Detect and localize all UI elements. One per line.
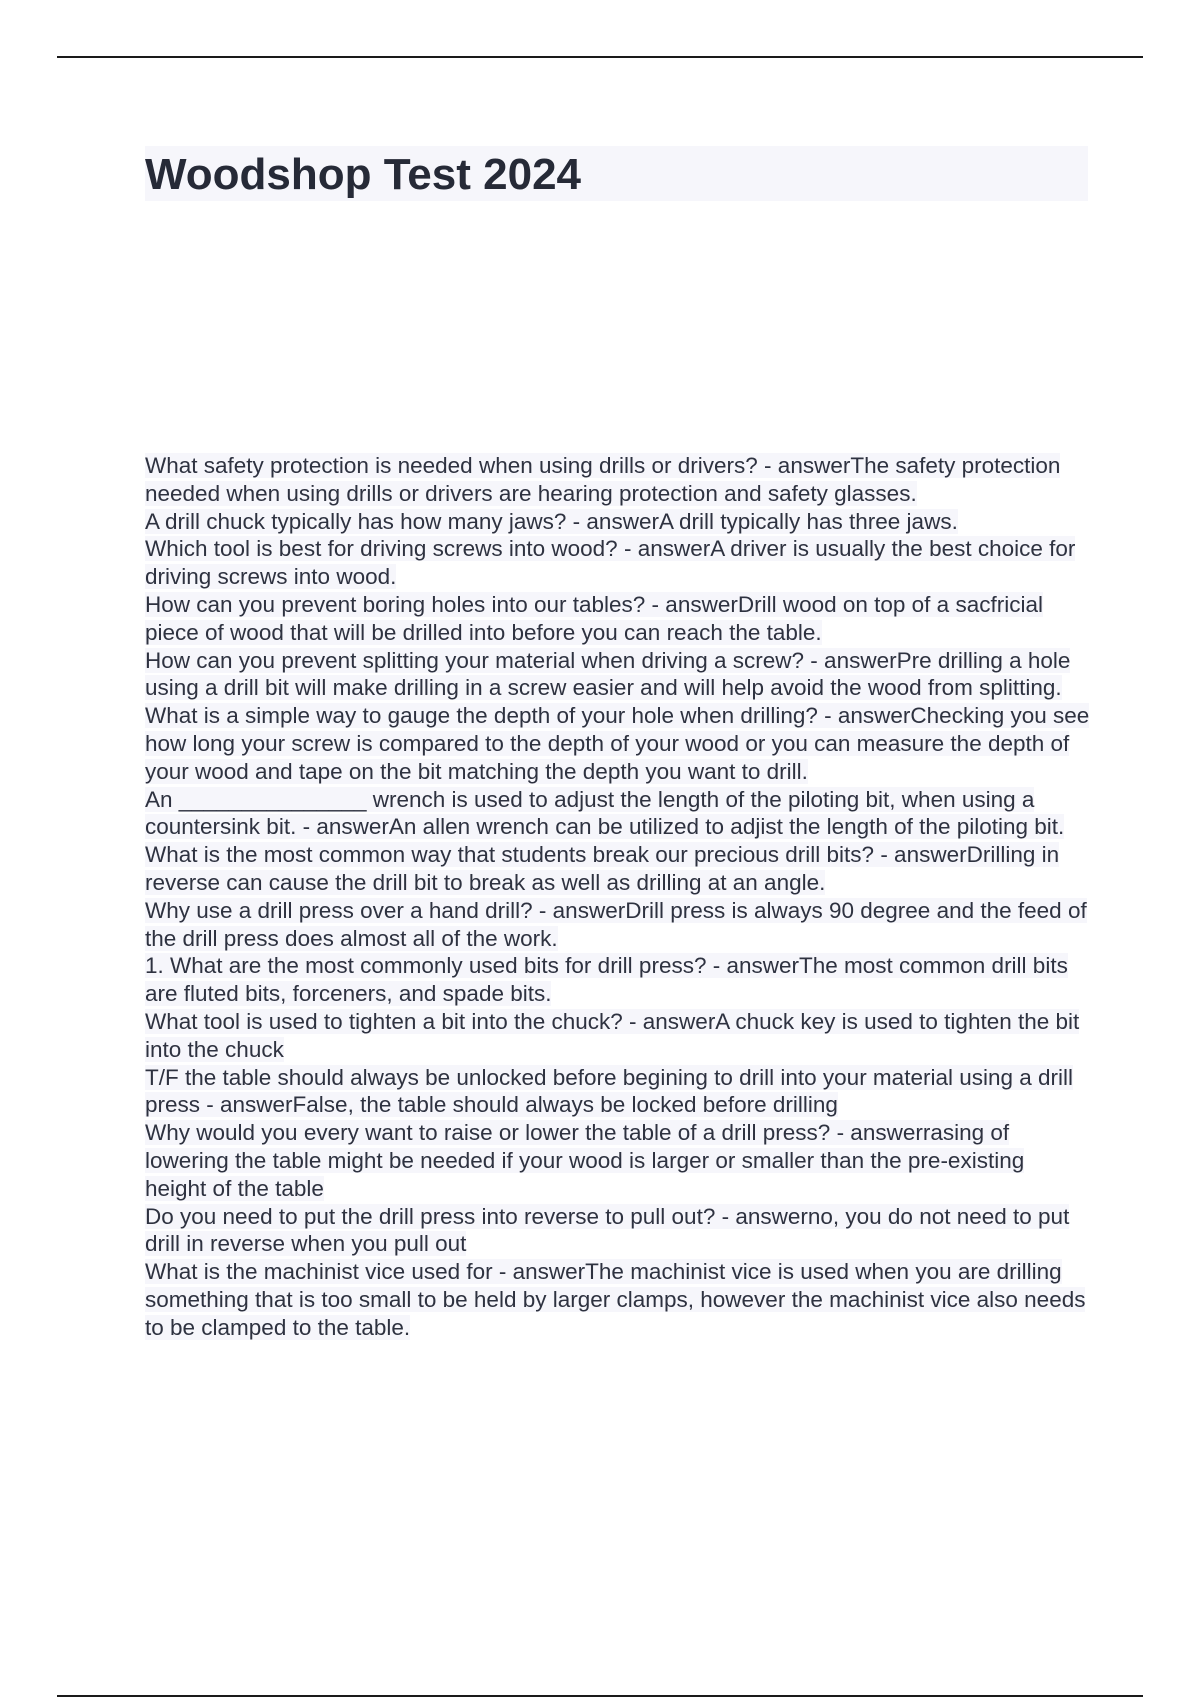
qa-text: Why would you every want to raise or lower the table of a drill press? - answerrasing of lowering the table might be needed if your wood is larger or smaller than the pre-existing height of the table — [145, 1120, 1025, 1201]
qa-item — [145, 1119, 1090, 1202]
qa-text: How can you prevent splitting your material when driving a screw? - answerPre drilling a hole using a drill bit will make drilling in a screw easier and will help avoid the wood from splitting. — [145, 647, 1071, 701]
bottom-rule — [57, 1695, 1143, 1697]
qa-item — [145, 702, 1090, 785]
qa-text: What is the machinist vice used for - answerThe machinist vice is used when you are drilling something that is too small to be held by larger clamps, however the machinist vice also needs to be clamped to the table. — [145, 1259, 1086, 1340]
qa-item — [145, 647, 1090, 703]
page-title: Woodshop Test 2024 — [145, 150, 582, 199]
qa-item — [145, 1258, 1090, 1341]
qa-item — [145, 1064, 1090, 1120]
qa-text: Which tool is best for driving screws into wood? - answerA driver is usually the best choice for driving screws into wood. — [145, 536, 1076, 590]
qa-text: Do you need to put the drill press into reverse to pull out? - answerno, you do not need to put drill in reverse when you pull out — [145, 1203, 1070, 1257]
qa-text: A drill chuck typically has how many jaws? - answerA drill typically has three jaws. — [145, 508, 958, 534]
qa-text: 1. What are the most commonly used bits for drill press? - answerThe most common drill bits are fluted bits, forceners, and spade bits. — [145, 953, 1068, 1007]
qa-item — [145, 1203, 1090, 1259]
qa-item — [145, 535, 1090, 591]
qa-text: T/F the table should always be unlocked before begining to drill into your material using a drill press - answerFalse, the table should always be locked before drilling — [145, 1064, 1074, 1118]
qa-item — [145, 591, 1090, 647]
qa-item — [145, 841, 1090, 897]
qa-text: What is a simple way to gauge the depth of your hole when drilling? - answerChecking you see how long your screw is compared to the depth of your wood or you can measure the depth of your wood and tape on the bit matching the depth you want to drill. — [145, 703, 1090, 784]
qa-item — [145, 897, 1090, 953]
qa-text: How can you prevent boring holes into our tables? - answerDrill wood on top of a sacfricial piece of wood that will be drilled into before you can reach the table. — [145, 591, 1043, 645]
qa-text: An _______________ wrench is used to adjust the length of the piloting bit, when using a countersink bit. - answerAn allen wrench can be utilized to adjist the length of the piloting bit. — [145, 786, 1065, 840]
qa-item — [145, 1008, 1090, 1064]
qa-list — [145, 452, 1090, 1342]
qa-text: Why use a drill press over a hand drill? - answerDrill press is always 90 degree and the feed of the drill press does almost all of the work. — [145, 897, 1087, 951]
qa-text: What is the most common way that students break our precious drill bits? - answerDrilling in reverse can cause the drill bit to break as well as drilling at an angle. — [145, 842, 1060, 895]
qa-text: What tool is used to tighten a bit into the chuck? - answerA chuck key is used to tighten the bit into the chuck — [145, 1008, 1080, 1062]
top-rule — [57, 56, 1143, 58]
title-block — [145, 146, 1088, 201]
qa-item — [145, 952, 1090, 1008]
qa-text: What safety protection is needed when using drills or drivers? - answerThe safety protection needed when using drills or drivers are hearing protection and safety glasses. — [145, 453, 1061, 506]
qa-item — [145, 452, 1090, 508]
qa-item — [145, 508, 1090, 536]
qa-item — [145, 786, 1090, 842]
